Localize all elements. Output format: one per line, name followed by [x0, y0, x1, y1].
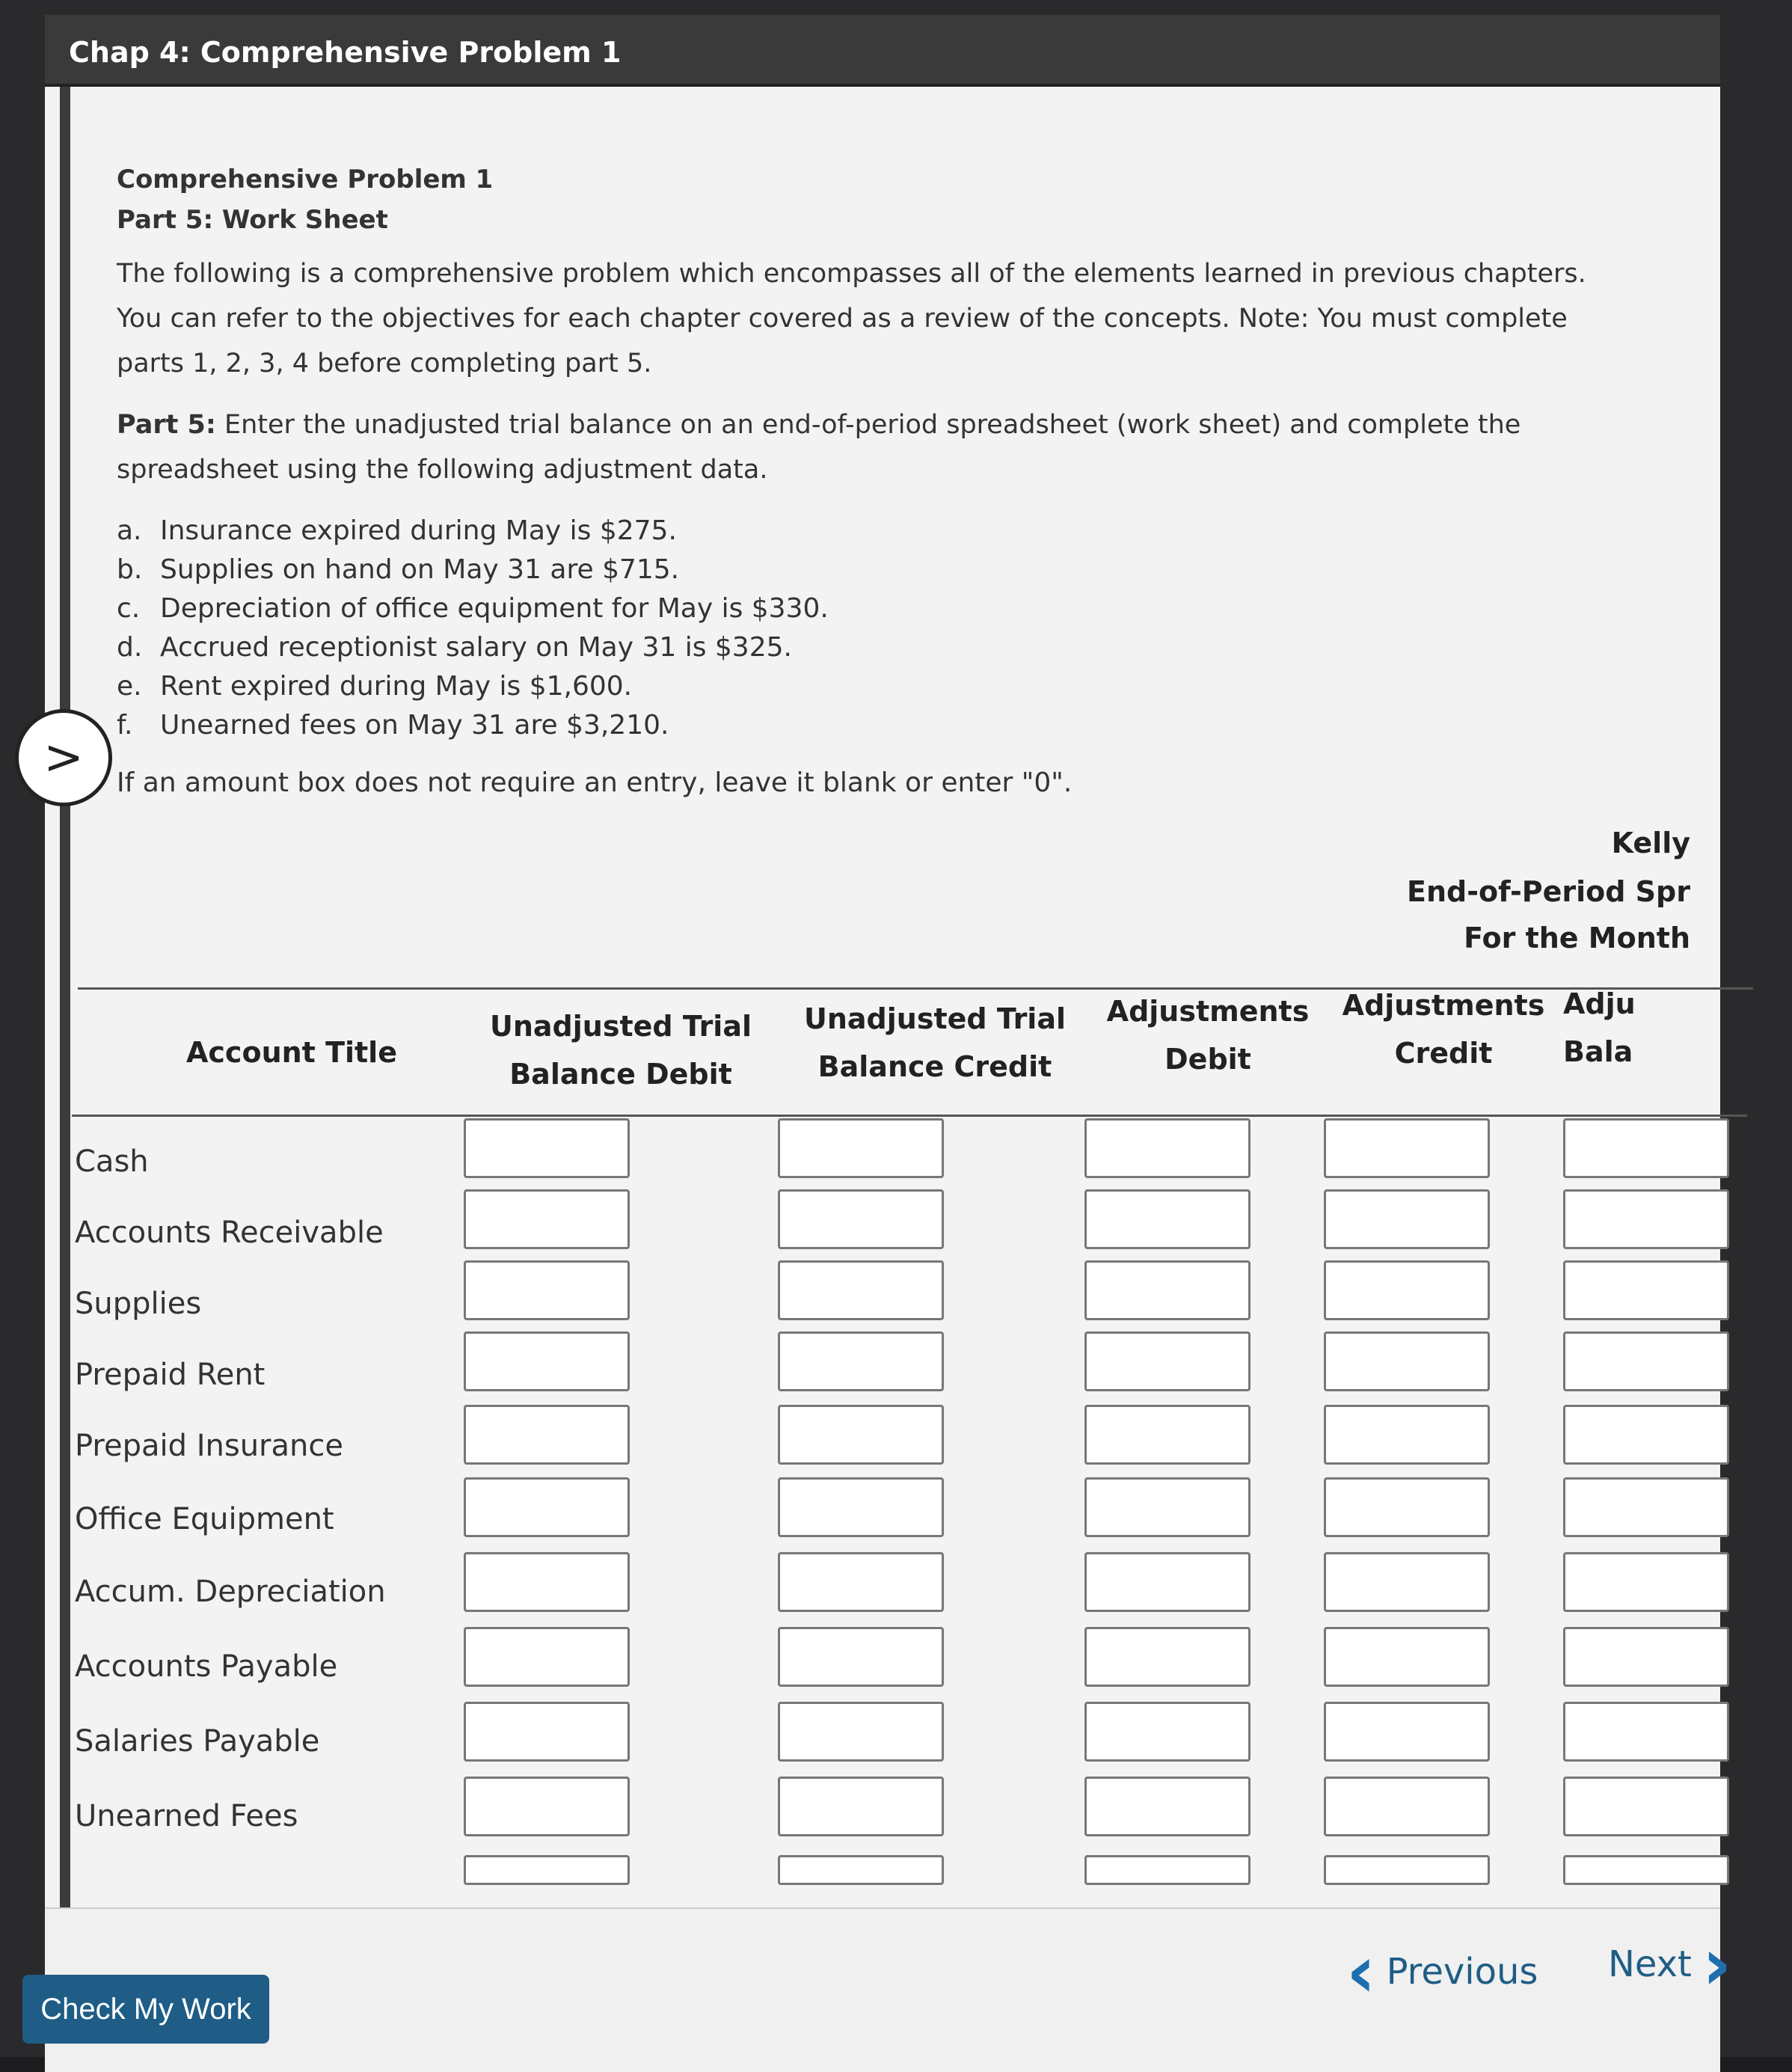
amount-input-adjustments-debit[interactable] [1084, 1405, 1251, 1465]
account-label-accounts-payable: Accounts Payable [75, 1649, 338, 1684]
part5-instructions [117, 402, 1598, 492]
amount-input-adjusted-balance[interactable] [1563, 1702, 1729, 1762]
amount-input-adjustments-debit[interactable] [1084, 1118, 1251, 1178]
amount-input-partial[interactable] [1084, 1855, 1251, 1885]
amount-input-unadjusted-credit[interactable] [778, 1477, 944, 1537]
amount-input-unadjusted-credit[interactable] [778, 1627, 944, 1687]
amount-input-adjusted-balance[interactable] [1563, 1405, 1729, 1465]
amount-input-adjustments-debit[interactable] [1084, 1260, 1251, 1320]
amount-input-adjusted-balance[interactable] [1563, 1260, 1729, 1320]
next-label: Next [1608, 1943, 1692, 1985]
amount-input-partial[interactable] [1563, 1855, 1729, 1885]
amount-input-adjustments-credit[interactable] [1324, 1405, 1490, 1465]
chevron-right-icon[interactable]: > [15, 709, 112, 806]
account-label-prepaid-rent: Prepaid Rent [75, 1358, 266, 1392]
account-label-salaries-payable: Salaries Payable [75, 1724, 320, 1759]
adjustment-item [117, 706, 1613, 745]
sheet-period: For the Month [1464, 922, 1690, 954]
amount-input-adjustments-credit[interactable] [1324, 1627, 1490, 1687]
adjustment-item [117, 589, 1613, 628]
amount-input-unadjusted-debit[interactable] [464, 1477, 630, 1537]
account-label-unearned-fees: Unearned Fees [75, 1799, 298, 1833]
chevron-right-icon: › [1702, 1922, 1732, 2006]
amount-input-adjustments-credit[interactable] [1324, 1331, 1490, 1391]
adjustment-text: Depreciation of office equipment for May is $330. [160, 593, 829, 624]
amount-input-unadjusted-credit[interactable] [778, 1405, 944, 1465]
adjustment-item [117, 628, 1613, 667]
adjustment-letter: b. [117, 554, 143, 585]
amount-input-unadjusted-credit[interactable] [778, 1702, 944, 1762]
amount-input-adjustments-credit[interactable] [1324, 1777, 1490, 1836]
adjustment-text: Supplies on hand on May 31 are $715. [160, 554, 680, 585]
account-label-accum-depreciation: Accum. Depreciation [75, 1575, 386, 1609]
entry-note: If an amount box does not require an entry, leave it blank or enter "0". [117, 767, 1073, 798]
adjustment-list [117, 512, 1613, 745]
amount-input-unadjusted-credit[interactable] [778, 1552, 944, 1612]
sheet-title: End-of-Period Spr [1407, 875, 1690, 908]
company-name: Kelly [1611, 827, 1690, 859]
part5-label: Part 5: [117, 410, 216, 440]
adjustment-letter: e. [117, 671, 142, 702]
intro-paragraph: The following is a comprehensive problem which encompasses all of the elements learned in previous chapters. You can refer to the objectives for each chapter covered as a review of the concepts. Note: You must complete parts 1, 2, 3, 4 before completing part 5. [117, 259, 1586, 378]
adjustment-letter: d. [117, 632, 143, 663]
adjustment-item [117, 512, 1613, 551]
part5-text: Enter the unadjusted trial balance on an end-of-period spreadsheet (work sheet) and complete the spreadsheet using the following adjustment data. [117, 410, 1521, 485]
amount-input-adjustments-credit[interactable] [1324, 1477, 1490, 1537]
column-header-account-title [120, 1029, 464, 1076]
window-title: Chap 4: Comprehensive Problem 1 [69, 36, 622, 69]
problem-heading: Comprehensive Problem 1 [117, 165, 494, 194]
assignment-window [40, 15, 1732, 2057]
amount-input-unadjusted-debit[interactable] [464, 1331, 630, 1391]
amount-input-adjustments-credit[interactable] [1324, 1552, 1490, 1612]
amount-input-adjustments-credit[interactable] [1324, 1702, 1490, 1762]
column-header-line2: Debit [1165, 1043, 1251, 1076]
account-label-supplies: Supplies [75, 1287, 202, 1321]
column-header-adjusted-balance [1563, 980, 1675, 1076]
next-button[interactable] [1608, 1922, 1731, 2006]
column-header-line2: Bala [1563, 1035, 1633, 1068]
amount-input-unadjusted-debit[interactable] [464, 1702, 630, 1762]
amount-input-adjustments-debit[interactable] [1084, 1477, 1251, 1537]
column-header-line1: Unadjusted Trial [804, 1002, 1066, 1035]
column-header-line1: Account Title [186, 1036, 397, 1069]
amount-input-partial[interactable] [464, 1855, 630, 1885]
amount-input-adjusted-balance[interactable] [1563, 1552, 1729, 1612]
column-header-adjustments-credit [1328, 981, 1559, 1077]
table-header-rule [72, 1115, 1747, 1117]
amount-input-unadjusted-debit[interactable] [464, 1627, 630, 1687]
amount-input-unadjusted-debit[interactable] [464, 1118, 630, 1178]
amount-input-unadjusted-credit[interactable] [778, 1331, 944, 1391]
previous-button[interactable] [1346, 1930, 1538, 2014]
account-label-cash: Cash [75, 1144, 149, 1179]
amount-input-unadjusted-debit[interactable] [464, 1552, 630, 1612]
part-heading: Part 5: Work Sheet [117, 205, 388, 235]
amount-input-unadjusted-credit[interactable] [778, 1118, 944, 1178]
column-header-unadjusted-credit [785, 995, 1084, 1091]
amount-input-unadjusted-credit[interactable] [778, 1260, 944, 1320]
account-label-office-equipment: Office Equipment [75, 1502, 334, 1536]
amount-input-unadjusted-credit[interactable] [778, 1189, 944, 1249]
amount-input-partial[interactable] [778, 1855, 944, 1885]
amount-input-adjustments-debit[interactable] [1084, 1189, 1251, 1249]
amount-input-unadjusted-debit[interactable] [464, 1777, 630, 1836]
adjustment-text: Unearned fees on May 31 are $3,210. [160, 710, 669, 741]
amount-input-adjustments-credit[interactable] [1324, 1260, 1490, 1320]
amount-input-adjusted-balance[interactable] [1563, 1331, 1729, 1391]
amount-input-adjustments-debit[interactable] [1084, 1552, 1251, 1612]
amount-input-adjusted-balance[interactable] [1563, 1477, 1729, 1537]
column-header-unadjusted-debit [471, 1002, 770, 1098]
amount-input-adjustments-credit[interactable] [1324, 1189, 1490, 1249]
adjustment-letter: f. [117, 710, 133, 741]
amount-input-adjusted-balance[interactable] [1563, 1627, 1729, 1687]
amount-input-partial[interactable] [1324, 1855, 1490, 1885]
amount-input-unadjusted-credit[interactable] [778, 1777, 944, 1836]
adjustment-text: Rent expired during May is $1,600. [160, 671, 633, 702]
amount-input-adjusted-balance[interactable] [1563, 1118, 1729, 1178]
adjustment-item [117, 667, 1613, 706]
problem-content [117, 97, 1613, 798]
adjustment-letter: c. [117, 593, 141, 624]
adjustment-text: Accrued receptionist salary on May 31 is $325. [160, 632, 792, 663]
column-header-line1: Adjustments [1342, 989, 1545, 1022]
amount-input-unadjusted-debit[interactable] [464, 1405, 630, 1465]
column-header-line2: Balance Debit [509, 1058, 732, 1091]
amount-input-adjustments-debit[interactable] [1084, 1777, 1251, 1836]
column-header-adjustments-debit [1092, 987, 1324, 1083]
previous-label: Previous [1386, 1951, 1538, 1993]
column-header-line1: Adju [1563, 987, 1636, 1020]
adjustment-item [117, 551, 1613, 589]
chevron-left-icon: ‹ [1346, 1930, 1376, 2014]
account-label-prepaid-insurance: Prepaid Insurance [75, 1429, 343, 1463]
amount-input-adjustments-debit[interactable] [1084, 1331, 1251, 1391]
column-header-line1: Adjustments [1106, 995, 1310, 1028]
amount-input-adjustments-debit[interactable] [1084, 1702, 1251, 1762]
amount-input-adjustments-credit[interactable] [1324, 1118, 1490, 1178]
column-header-line1: Unadjusted Trial [490, 1010, 752, 1043]
amount-input-unadjusted-debit[interactable] [464, 1260, 630, 1320]
check-my-work-button[interactable]: Check My Work [22, 1975, 269, 2044]
amount-input-adjusted-balance[interactable] [1563, 1189, 1729, 1249]
account-label-accounts-receivable: Accounts Receivable [75, 1216, 384, 1250]
amount-input-adjustments-debit[interactable] [1084, 1627, 1251, 1687]
adjustment-text: Insurance expired during May is $275. [160, 515, 677, 546]
adjustment-letter: a. [117, 515, 142, 546]
amount-input-adjusted-balance[interactable] [1563, 1777, 1729, 1836]
amount-input-unadjusted-debit[interactable] [464, 1189, 630, 1249]
column-header-line2: Credit [1394, 1037, 1493, 1070]
title-bar [45, 15, 1720, 87]
column-header-line2: Balance Credit [817, 1050, 1052, 1083]
